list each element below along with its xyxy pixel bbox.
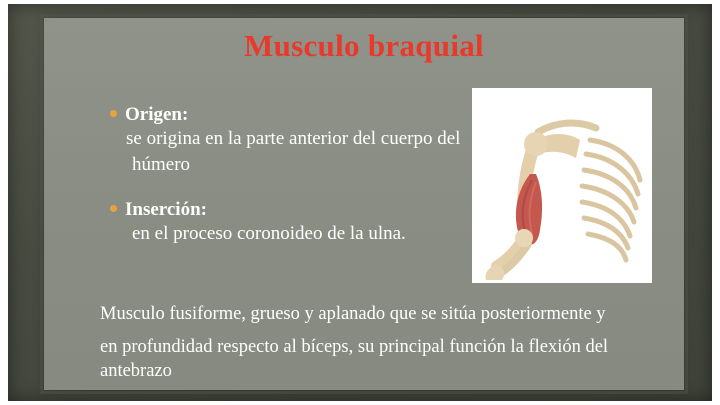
bullet-origen-label: Origen:	[125, 104, 189, 125]
bullet-origen-line-1: se origina en la parte anterior del cuerpo del	[126, 128, 461, 149]
description-line-1: Musculo fusiforme, grueso y aplanado que se sitúa posteriormente y	[100, 304, 606, 324]
description-paragraph	[100, 302, 640, 384]
bullet-dot-icon	[110, 205, 117, 212]
slide-frame	[8, 4, 712, 401]
bullet-insercion-label: Inserción:	[125, 199, 207, 221]
description-line-2: en profundidad respecto al bíceps, su principal función la flexión del antebrazo	[100, 336, 609, 382]
anatomy-figure	[472, 88, 652, 283]
bullet-origen-line-2: húmero	[132, 153, 191, 175]
brachialis-muscle-illustration	[472, 88, 652, 283]
page-title: Musculo braquial	[244, 28, 484, 63]
slide-canvas	[44, 18, 684, 390]
bullet-dot-icon	[110, 110, 117, 117]
bullet-insercion-line-1: en el proceso coronoideo de la ulna.	[132, 223, 406, 245]
